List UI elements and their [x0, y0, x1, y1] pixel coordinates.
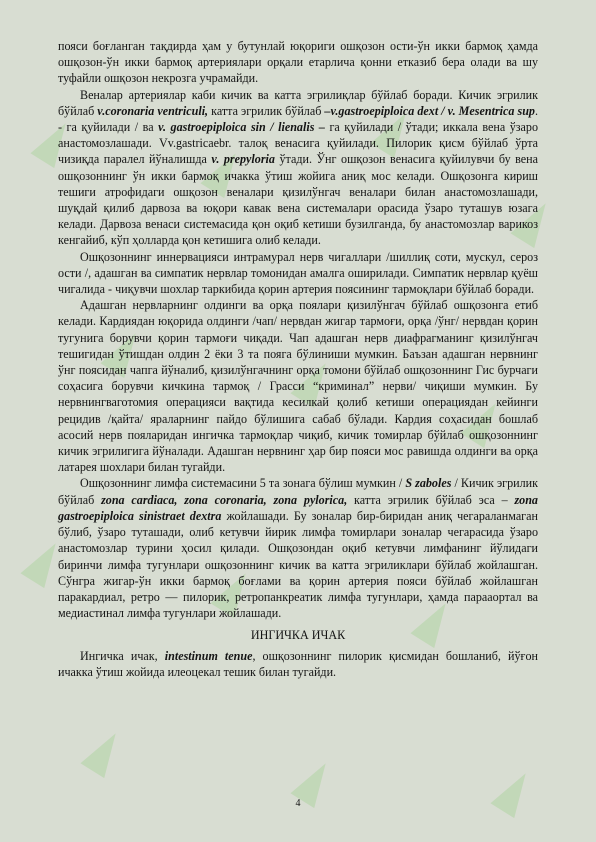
paragraph — [58, 87, 538, 249]
text-run: ўтади. Ўнг ошқозон венасига қуйилувчи бу вена ошқозоннинг ўн икки бармоқ ичакка ўтиш жойига аниқ мос келади. Ошқозонга кириш тешиги атрофидаги ошқозон веналари қизилўнгач веналари билан анастомозлашади, шуқдай қилиб дарвоза ва юқори кавак вена системалари орасида ўзаро туташув юзага келади. Дарвоза венаси системасида қон оқиб кетиши бузилганда, бу анастомозлар варикоз кенгайиб, кўп ҳолларда қон кетишига олиб келади. — [58, 152, 539, 248]
latin-term: zona cardiaca, zona coronaria, zona pylorica, — [101, 492, 348, 507]
latin-term-wrapper — [211, 152, 275, 166]
latin-term: S zaboles — [405, 476, 452, 491]
text-run: . - га қуйилади / ва — [58, 103, 538, 135]
text-run: га қуйилади / ўтади; иккала вена ўзаро анастомозлашади. Vv.gastricaebr. талоқ венасига қуйилади. Пилорик қисм бўйлаб ўрта чизиқда паралел йўналишда — [58, 120, 538, 167]
latin-term: v.coronaria ventriculi, — [97, 103, 209, 118]
text-run: Ингичка ичак, — [80, 648, 165, 663]
paragraph — [58, 249, 538, 298]
text-run: Ошқозоннинг лимфа системасини 5 та зонага бўлиш мумкин / — [80, 476, 406, 491]
paragraph — [58, 38, 538, 87]
text-run: Адашган нервларнинг олдинги ва орқа поялари қизилўнгач бўйлаб ошқозонга етиб келади. Кардиядан юқорида олдинги /чап/ нервдан жигар тармоғи, орқа /ўнг/ нервдан қорин тугунига борувчи қорин тармоғи чиқади. Чап адашган нерв диафрагманинг қизилўнгач тешигидан ўтишдан олдин 2 ёки 3 та пояга бўлиниши мумкин. Баъзан адашган нервнинг ўнг поясидан чапга йўналиб, қизилўнгачнинг орқа томони бўйлаб ошқозоннинг Гис бурчаги соҳасига борувчи кичкина тармоқ / Грасси “криминал” нерви/ чиқиши мумкин. Бу нервнингваготомия операцияси вақтида кесилкай қолиб кетиши операциядан кейинги рецидив /қайта/ яраларнинг пайдо бўлишига сабаб бўлади. Кардия соҳасидан бошлаб асосий нерв пояларидан ингичка тармоқлар чиқиб, кичик томирлар бўйлаб ошқозоннинг кичик эгрилигига йўналади. Адашган нервнинг ҳар бир пояси мос равишда олдинги ва орқа латарея шохлари билан тугайди. — [58, 298, 538, 475]
paragraph — [58, 475, 538, 621]
latin-term-wrapper — [97, 104, 208, 118]
text-run: пояси боғланган тақдирда ҳам у бутунлай юқориги ошқозон ости-ўн икки бармоқ ҳамда ошқозон-ўн икки бармоқ артериялари орқали етарлича қонни етказиб бера олади ва шу туфайли ошқозон некрозга учрамайди. — [58, 39, 538, 86]
text-run: / Кичик эгрилик бўйлаб — [58, 476, 539, 507]
document-body — [58, 38, 538, 680]
text-run: Ошқозоннинг иннервацияси интрамурал нерв чигаллари /шиллиқ соти, мускул, сероз ости /, адашган ва симпатик нервлар томонидан амалга оширилади. Симпатик нервлар қуёш чигалида - чиқувчи шохлар таркибида қорин артерия поясининг тармоқлари бўйлаб боради. — [58, 249, 538, 297]
latin-term: intestinum tenue — [164, 648, 253, 663]
text-run: катта эгрилик бўйлаб — [208, 103, 325, 118]
latin-term: v. gastroepiploica sin / lienalis – — [158, 120, 325, 135]
latin-term-wrapper — [165, 649, 253, 663]
section-heading: ИНГИЧКА ИЧАК — [250, 628, 346, 643]
paragraph — [58, 648, 538, 680]
paragraph — [58, 297, 538, 475]
text-run: катта эгрилик бўйлаб эса – — [347, 492, 515, 507]
text-run: Веналар артериялар каби кичик ва катта эгрилиқлар бўйлаб боради. Кичик эгрилик бўйлаб — [58, 87, 538, 118]
text-run: , ошқозоннинг пилорик қисмидан бошланиб, йўғон ичакка ўтиш жойида илеоцекал тешик билан тугайди. — [58, 648, 539, 679]
latin-term: v. prepyloria — [211, 152, 275, 167]
latin-term-wrapper — [158, 120, 325, 134]
page-number: 4 — [295, 798, 301, 809]
latin-term: –v.gastroepiploica dext / v. Mesentrica sup — [324, 103, 535, 118]
latin-term-wrapper — [324, 104, 535, 118]
latin-term: zona gastroepiploica sinistraet dextra — [58, 492, 538, 523]
latin-term-wrapper — [405, 476, 451, 490]
watermark-mark — [490, 766, 537, 818]
text-run: жойлашади. Бу зоналар бир-биридан аниқ чегараланмаган бўлиб, ўзаро туташади, олиб кетувчи йирик лимфа томирлари зоналар чегарасида ўзаро анастомозлар турини ҳосил қилади. Ошқозондан оқиб кетувчи лимфанинг йўлидаги биринчи лимфа тугунлари ошқозоннинг кичик ва катта эгриликлари бўйлаб жойлашган. Сўнгра жигар-ўн икки бармоқ боғлами ва қорин артерия пояси бўйлаб жойлашган паракардиал, ретро — пилорик, ретропанкреатик лимфа тугунлари, ҳамда парааортал ва медиастинал лимфа тугунлари жойлашади. — [58, 508, 538, 621]
watermark-mark — [80, 726, 127, 778]
latin-term-wrapper — [101, 493, 347, 507]
